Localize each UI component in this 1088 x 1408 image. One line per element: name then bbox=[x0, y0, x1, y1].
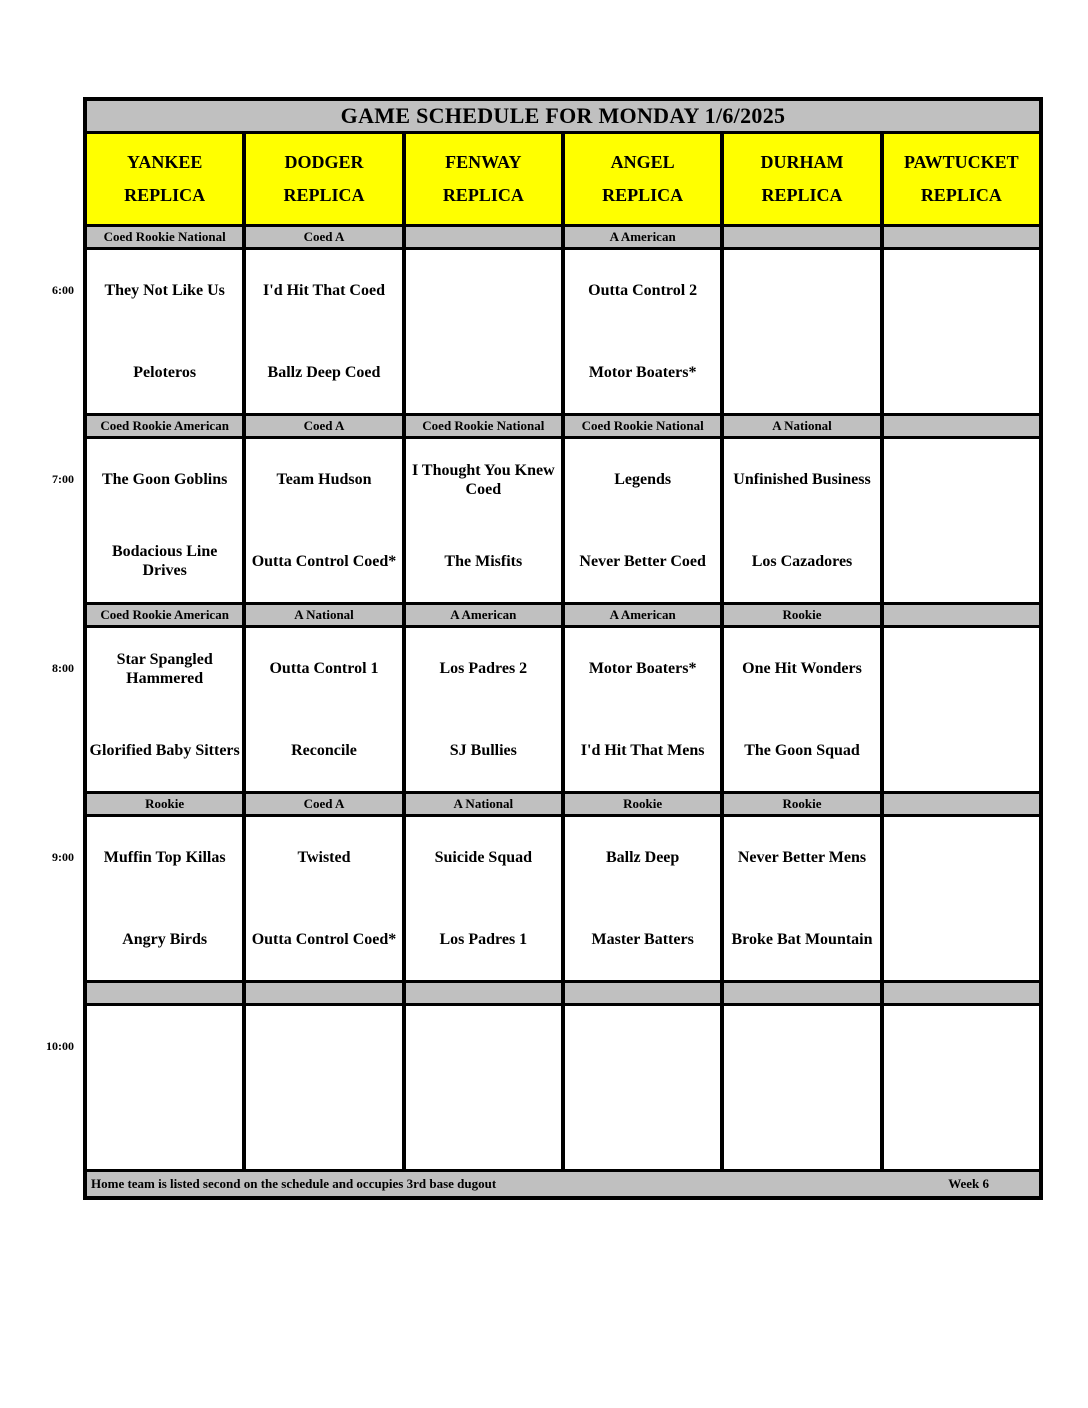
away-team bbox=[87, 1006, 242, 1088]
away-team: Legends bbox=[614, 471, 672, 489]
division-cell: Coed Rookie National bbox=[406, 416, 561, 436]
game-cell bbox=[565, 250, 720, 413]
schedule-table bbox=[83, 97, 1043, 1200]
field-sub: REPLICA bbox=[124, 185, 206, 205]
field-sub: REPLICA bbox=[761, 185, 843, 205]
division-cell bbox=[724, 983, 879, 1003]
away-team: One Hit Wonders bbox=[742, 660, 862, 678]
game-cell bbox=[884, 439, 1039, 602]
time-label: 9:00 bbox=[52, 850, 74, 864]
home-team: Angry Birds bbox=[122, 930, 208, 948]
home-team bbox=[724, 332, 879, 414]
away-team bbox=[884, 1006, 1039, 1088]
field-name: FENWAY bbox=[445, 152, 522, 172]
division-cell bbox=[884, 227, 1039, 247]
division-cell bbox=[724, 227, 879, 247]
division-cell bbox=[884, 983, 1039, 1003]
division-cell: Coed A bbox=[246, 416, 401, 436]
division-cell: A National bbox=[724, 416, 879, 436]
home-team bbox=[87, 1088, 242, 1170]
home-team bbox=[884, 521, 1039, 603]
home-team bbox=[724, 1088, 879, 1170]
field-sub: REPLICA bbox=[283, 185, 365, 205]
home-team bbox=[884, 332, 1039, 414]
home-team: Reconcile bbox=[291, 741, 357, 759]
division-cell bbox=[406, 983, 561, 1003]
field-name: DODGER bbox=[284, 152, 364, 172]
away-team: Suicide Squad bbox=[434, 849, 533, 867]
game-cell bbox=[565, 817, 720, 980]
game-cell bbox=[87, 628, 242, 791]
away-team bbox=[406, 1006, 561, 1088]
division-cell bbox=[884, 794, 1039, 814]
game-cell bbox=[884, 817, 1039, 980]
home-team bbox=[246, 1088, 401, 1170]
division-cell bbox=[884, 605, 1039, 625]
game-cell bbox=[884, 628, 1039, 791]
game-cell bbox=[565, 1006, 720, 1169]
away-team: Outta Control 2 bbox=[588, 282, 698, 300]
game-cell bbox=[565, 439, 720, 602]
division-cell: Rookie bbox=[87, 794, 242, 814]
home-team: Broke Bat Mountain bbox=[731, 930, 873, 948]
division-cell bbox=[565, 983, 720, 1003]
division-cell: Coed A bbox=[246, 794, 401, 814]
division-cell: Rookie bbox=[724, 794, 879, 814]
away-team: Never Better Mens bbox=[737, 849, 867, 867]
home-team: Peloteros bbox=[133, 363, 197, 381]
away-team: They Not Like Us bbox=[104, 282, 225, 300]
away-team: Ballz Deep bbox=[605, 849, 680, 867]
game-cell bbox=[406, 817, 561, 980]
game-cell bbox=[87, 817, 242, 980]
home-team: Outta Control Coed* bbox=[251, 930, 397, 948]
games-row bbox=[87, 1006, 1039, 1169]
home-team: Motor Boaters* bbox=[588, 363, 697, 381]
time-label: 6:00 bbox=[52, 283, 74, 297]
game-cell bbox=[724, 628, 879, 791]
footer-week: Week 6 bbox=[948, 1176, 989, 1191]
field-header-row bbox=[87, 134, 1039, 224]
field-name: DURHAM bbox=[760, 152, 844, 172]
games-row bbox=[87, 628, 1039, 791]
division-cell bbox=[406, 227, 561, 247]
game-cell bbox=[406, 250, 561, 413]
away-team bbox=[724, 1006, 879, 1088]
game-cell bbox=[87, 1006, 242, 1169]
field-header-cell bbox=[565, 134, 720, 224]
time-label: 7:00 bbox=[52, 472, 74, 486]
home-team: Ballz Deep Coed bbox=[267, 363, 381, 381]
field-header-cell bbox=[724, 134, 879, 224]
field-header-cell bbox=[406, 134, 561, 224]
game-cell bbox=[565, 628, 720, 791]
home-team: Los Cazadores bbox=[751, 552, 853, 570]
schedule-body bbox=[87, 227, 1039, 1169]
field-name: YANKEE bbox=[126, 152, 203, 172]
division-cell: Rookie bbox=[724, 605, 879, 625]
division-cell bbox=[87, 983, 242, 1003]
away-team: Los Padres 2 bbox=[439, 660, 528, 678]
game-cell bbox=[724, 817, 879, 980]
division-cell: Coed Rookie National bbox=[87, 227, 242, 247]
home-team bbox=[884, 1088, 1039, 1170]
footer-note: Home team is listed second on the schedule and occupies 3rd base dugout bbox=[91, 1176, 497, 1191]
game-cell bbox=[246, 1006, 401, 1169]
field-name: PAWTUCKET bbox=[903, 152, 1019, 172]
field-header-cell bbox=[87, 134, 242, 224]
home-team bbox=[406, 1088, 561, 1170]
games-row bbox=[87, 817, 1039, 980]
away-team bbox=[724, 250, 879, 332]
division-cell: Rookie bbox=[565, 794, 720, 814]
game-cell bbox=[724, 439, 879, 602]
away-team bbox=[884, 439, 1039, 521]
division-cell: A National bbox=[406, 794, 561, 814]
field-header-cell bbox=[246, 134, 401, 224]
home-team: Bodacious Line Drives bbox=[111, 543, 218, 580]
away-team bbox=[884, 628, 1039, 710]
games-row bbox=[87, 439, 1039, 602]
games-row bbox=[87, 250, 1039, 413]
away-team bbox=[406, 250, 561, 332]
game-cell bbox=[246, 817, 401, 980]
division-row bbox=[87, 227, 1039, 247]
away-team bbox=[246, 1006, 401, 1088]
division-cell: Coed Rookie National bbox=[565, 416, 720, 436]
home-team: Master Batters bbox=[591, 930, 694, 948]
field-sub: REPLICA bbox=[602, 185, 684, 205]
game-cell bbox=[406, 628, 561, 791]
home-team bbox=[884, 899, 1039, 981]
division-cell: A American bbox=[565, 605, 720, 625]
division-cell bbox=[884, 416, 1039, 436]
division-cell bbox=[246, 983, 401, 1003]
away-team: Muffin Top Killas bbox=[103, 849, 226, 867]
game-cell bbox=[724, 250, 879, 413]
home-team: Glorified Baby Sitters bbox=[89, 741, 240, 759]
division-row bbox=[87, 416, 1039, 436]
time-label: 10:00 bbox=[46, 1039, 74, 1053]
home-team bbox=[565, 1088, 720, 1170]
division-cell: Coed Rookie American bbox=[87, 416, 242, 436]
game-cell bbox=[87, 439, 242, 602]
home-team: I'd Hit That Mens bbox=[580, 741, 705, 759]
home-team: The Misfits bbox=[444, 552, 523, 570]
away-team: Outta Control 1 bbox=[269, 660, 379, 678]
home-team bbox=[406, 332, 561, 414]
away-team bbox=[884, 817, 1039, 899]
away-team: Team Hudson bbox=[276, 471, 372, 489]
schedule-title: GAME SCHEDULE FOR MONDAY 1/6/2025 bbox=[87, 101, 1039, 131]
game-cell bbox=[406, 1006, 561, 1169]
division-row bbox=[87, 605, 1039, 625]
field-name: ANGEL bbox=[610, 152, 675, 172]
field-header-cell bbox=[884, 134, 1039, 224]
game-cell bbox=[884, 250, 1039, 413]
game-cell bbox=[87, 250, 242, 413]
field-sub: REPLICA bbox=[442, 185, 524, 205]
away-team: I Thought You Knew Coed bbox=[411, 461, 555, 498]
game-cell bbox=[246, 628, 401, 791]
game-cell bbox=[724, 1006, 879, 1169]
division-cell: Coed A bbox=[246, 227, 401, 247]
game-cell bbox=[406, 439, 561, 602]
home-team: Los Padres 1 bbox=[439, 930, 528, 948]
away-team: The Goon Goblins bbox=[101, 471, 228, 489]
away-team: Star Spangled Hammered bbox=[116, 650, 213, 687]
game-cell bbox=[884, 1006, 1039, 1169]
division-cell: A American bbox=[406, 605, 561, 625]
footer-bar bbox=[87, 1172, 1039, 1196]
away-team: Unfinished Business bbox=[733, 471, 871, 489]
game-cell bbox=[246, 439, 401, 602]
home-team bbox=[884, 710, 1039, 792]
away-team: Motor Boaters* bbox=[588, 660, 697, 678]
home-team: Never Better Coed bbox=[579, 552, 706, 570]
division-row bbox=[87, 794, 1039, 814]
division-cell: Coed Rookie American bbox=[87, 605, 242, 625]
away-team: I'd Hit That Coed bbox=[263, 282, 385, 300]
home-team: Outta Control Coed* bbox=[251, 552, 397, 570]
home-team: The Goon Squad bbox=[744, 741, 860, 759]
field-sub: REPLICA bbox=[920, 185, 1002, 205]
away-team bbox=[565, 1006, 720, 1088]
division-row bbox=[87, 983, 1039, 1003]
division-cell: A National bbox=[246, 605, 401, 625]
division-cell: A American bbox=[565, 227, 720, 247]
away-team: Twisted bbox=[297, 849, 351, 867]
game-cell bbox=[246, 250, 401, 413]
home-team: SJ Bullies bbox=[449, 741, 517, 759]
away-team bbox=[884, 250, 1039, 332]
time-label: 8:00 bbox=[52, 661, 74, 675]
